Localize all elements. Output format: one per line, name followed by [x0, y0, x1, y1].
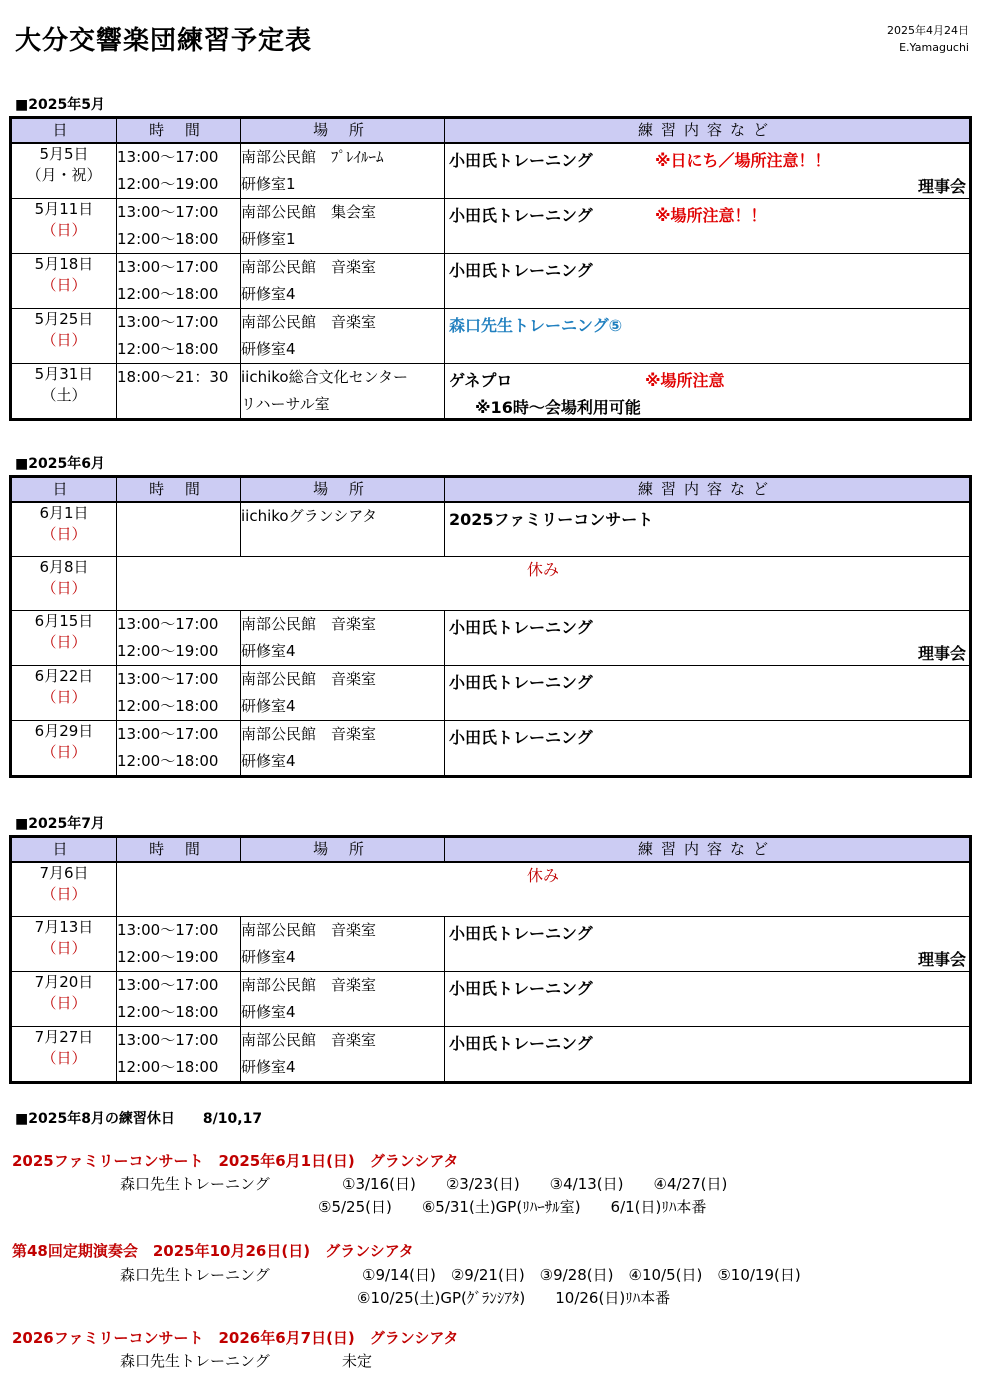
august-holidays: ■2025年8月の練習休日 8/10,17	[15, 1111, 263, 1127]
place-venue: 南部公民館 音楽室	[241, 670, 377, 688]
sub-note: ※16時～会場利用可能	[475, 398, 641, 417]
event-heading: 第48回定期演奏会 2025年10月26日(日) グランシアタ	[12, 1242, 414, 1260]
event-training-dates: 未定	[342, 1352, 373, 1370]
weekday-text: （土）	[41, 386, 87, 404]
event-training-label: 森口先生トレーニング	[120, 1266, 270, 1284]
practice-content: 小田氏トレーニング	[449, 1034, 593, 1053]
weekday-text: （日）	[41, 579, 87, 597]
place-venue: 南部公民館 ﾌﾟﾚｲﾙｰﾑ	[241, 148, 384, 166]
table-row	[11, 254, 971, 309]
board-meeting-label: 理事会	[917, 177, 966, 196]
time-slot: 12:00～18:00	[117, 752, 219, 770]
column-header-content: 練習内容など	[445, 837, 971, 863]
date-cell	[11, 1027, 117, 1083]
table-row	[11, 721, 971, 777]
place-room: 研修室4	[241, 1003, 296, 1021]
weekday-text: （日）	[41, 525, 87, 543]
table-row	[11, 143, 971, 199]
date-text: 5月18日	[34, 255, 94, 273]
event-block	[12, 1240, 414, 1261]
board-meeting-label: 理事会	[917, 950, 966, 969]
time-slot: 13:00～17:00	[117, 670, 219, 688]
date-cell	[11, 143, 117, 199]
content-cell	[445, 721, 971, 777]
event-block	[12, 1327, 458, 1348]
date-text: 6月22日	[34, 667, 94, 685]
time-slot: 18:00～21：30	[117, 368, 229, 386]
time-slot: 12:00～19:00	[117, 175, 219, 193]
time-slot: 12:00～19:00	[117, 948, 219, 966]
date-cell	[11, 972, 117, 1027]
document-date: 2025年4月24日	[887, 24, 969, 37]
section-label-june: ■2025年6月	[15, 456, 105, 472]
time-slot: 13:00～17:00	[117, 725, 219, 743]
table-row	[11, 199, 971, 254]
content-cell	[445, 199, 971, 254]
place-cell	[241, 972, 445, 1027]
place-venue: iichiko総合文化センター	[241, 368, 408, 386]
content-cell	[445, 1027, 971, 1083]
caution-note: ※場所注意！！	[655, 206, 767, 225]
column-header-content: 練習内容など	[445, 118, 971, 144]
place-room: 研修室1	[241, 175, 296, 193]
date-text: 6月8日	[39, 558, 89, 576]
event-heading: 2026ファミリーコンサート 2026年6月7日(日) グランシアタ	[12, 1329, 459, 1347]
practice-content: 小田氏トレーニング	[449, 261, 593, 280]
place-venue: 南部公民館 集会室	[241, 203, 377, 221]
document-meta	[887, 22, 969, 56]
time-slot: 12:00～18:00	[117, 340, 219, 358]
weekday-text: （日）	[41, 743, 87, 761]
table-row	[11, 972, 971, 1027]
place-venue: iichikoグランシアタ	[241, 507, 378, 525]
table-row	[11, 917, 971, 972]
section-label-may: ■2025年5月	[15, 97, 105, 113]
time-slot: 12:00～18:00	[117, 697, 219, 715]
time-cell	[117, 199, 241, 254]
date-text: 7月13日	[34, 918, 94, 936]
content-cell	[445, 666, 971, 721]
table-row	[11, 364, 971, 420]
time-slot: 12:00～18:00	[117, 230, 219, 248]
time-slot: 12:00～18:00	[117, 1003, 219, 1021]
place-venue: 南部公民館 音楽室	[241, 725, 377, 743]
table-row	[11, 502, 971, 557]
time-cell	[117, 917, 241, 972]
content-cell	[445, 611, 971, 666]
practice-content: 小田氏トレーニング	[449, 618, 593, 637]
date-cell	[11, 721, 117, 777]
place-cell	[241, 364, 445, 420]
column-header-place: 場 所	[241, 837, 445, 863]
page-title: 大分交響楽団練習予定表	[15, 26, 313, 56]
time-slot: 13:00～17:00	[117, 976, 219, 994]
practice-content: 小田氏トレーニング	[449, 728, 593, 747]
date-cell	[11, 502, 117, 557]
practice-content: 小田氏トレーニング	[449, 979, 593, 998]
time-slot: 13:00～17:00	[117, 1031, 219, 1049]
column-header-date: 日	[11, 837, 117, 863]
content-cell	[445, 502, 971, 557]
event-training-dates: ①3/16(日) ②3/23(日) ③4/13(日) ④4/27(日)	[342, 1175, 728, 1193]
weekday-text: （日）	[41, 1049, 87, 1067]
date-text: 7月20日	[34, 973, 94, 991]
place-venue: 南部公民館 音楽室	[241, 1031, 377, 1049]
time-cell	[117, 1027, 241, 1083]
table-row	[11, 557, 971, 611]
time-cell	[117, 502, 241, 557]
caution-note: ※場所注意	[645, 371, 725, 390]
weekday-text: （月・祝）	[26, 166, 102, 184]
place-cell	[241, 721, 445, 777]
table-row	[11, 862, 971, 917]
document-author: E.Yamaguchi	[899, 41, 969, 54]
date-cell	[11, 666, 117, 721]
date-cell	[11, 557, 117, 611]
content-cell	[445, 254, 971, 309]
place-cell	[241, 309, 445, 364]
date-cell	[11, 254, 117, 309]
weekday-text: （日）	[41, 221, 87, 239]
practice-content: 小田氏トレーニング	[449, 206, 593, 225]
column-header-time: 時 間	[117, 118, 241, 144]
practice-content: 2025ファミリーコンサート	[449, 510, 654, 529]
content-cell	[445, 917, 971, 972]
time-slot: 13:00～17:00	[117, 203, 219, 221]
column-header-date: 日	[11, 118, 117, 144]
time-cell	[117, 143, 241, 199]
weekday-text: （日）	[41, 276, 87, 294]
practice-content: ゲネプロ	[449, 371, 513, 390]
place-cell	[241, 1027, 445, 1083]
content-cell	[445, 309, 971, 364]
time-slot: 12:00～18:00	[117, 285, 219, 303]
place-room: 研修室4	[241, 1058, 296, 1076]
date-text: 5月5日	[39, 145, 89, 163]
place-venue: 南部公民館 音楽室	[241, 258, 377, 276]
column-header-place: 場 所	[241, 477, 445, 503]
place-cell	[241, 611, 445, 666]
time-slot: 12:00～19:00	[117, 642, 219, 660]
board-meeting-label: 理事会	[917, 644, 966, 663]
place-room: 研修室4	[241, 285, 296, 303]
place-venue: 南部公民館 音楽室	[241, 313, 377, 331]
place-room: リハーサル室	[241, 395, 330, 413]
date-cell	[11, 611, 117, 666]
table-row	[11, 611, 971, 666]
schedule-table-july	[9, 835, 972, 1084]
date-text: 5月31日	[34, 365, 94, 383]
content-cell	[445, 972, 971, 1027]
event-heading: 2025ファミリーコンサート 2025年6月1日(日) グランシアタ	[12, 1152, 459, 1170]
place-venue: 南部公民館 音楽室	[241, 976, 377, 994]
column-header-place: 場 所	[241, 118, 445, 144]
event-block	[12, 1150, 458, 1171]
place-room: 研修室4	[241, 752, 296, 770]
content-cell	[445, 143, 971, 199]
place-cell	[241, 917, 445, 972]
place-room: 研修室4	[241, 697, 296, 715]
place-cell	[241, 502, 445, 557]
table-header-row	[11, 837, 971, 863]
weekday-text: （日）	[41, 885, 87, 903]
time-cell	[117, 254, 241, 309]
event-training-label: 森口先生トレーニング	[120, 1175, 270, 1193]
schedule-table-june	[9, 475, 972, 778]
place-room: 研修室1	[241, 230, 296, 248]
weekday-text: （日）	[41, 994, 87, 1012]
date-text: 5月11日	[34, 200, 94, 218]
column-header-date: 日	[11, 477, 117, 503]
table-row	[11, 1027, 971, 1083]
schedule-table-may	[9, 116, 972, 421]
place-room: 研修室4	[241, 642, 296, 660]
time-slot: 13:00～17:00	[117, 313, 219, 331]
caution-note: ※日にち／場所注意！！	[655, 151, 831, 170]
place-venue: 南部公民館 音楽室	[241, 615, 377, 633]
table-header-row	[11, 477, 971, 503]
column-header-time: 時 間	[117, 837, 241, 863]
time-cell	[117, 721, 241, 777]
place-room: 研修室4	[241, 340, 296, 358]
weekday-text: （日）	[41, 633, 87, 651]
table-row	[11, 666, 971, 721]
event-training-dates: ⑤5/25(日) ⑥5/31(土)GP(ﾘﾊｰｻﾙ室) 6/1(日)ﾘﾊ本番	[318, 1198, 707, 1216]
time-slot: 13:00～17:00	[117, 615, 219, 633]
event-training-dates: ⑥10/25(土)GP(ｸﾞﾗﾝｼｱﾀ) 10/26(日)ﾘﾊ本番	[357, 1289, 671, 1307]
event-training-label: 森口先生トレーニング	[120, 1352, 270, 1370]
time-cell	[117, 364, 241, 420]
place-venue: 南部公民館 音楽室	[241, 921, 377, 939]
date-cell	[11, 364, 117, 420]
column-header-content: 練習内容など	[445, 477, 971, 503]
rest-cell: 休み	[117, 557, 971, 611]
time-slot: 13:00～17:00	[117, 921, 219, 939]
date-text: 6月15日	[34, 612, 94, 630]
date-text: 6月29日	[34, 722, 94, 740]
place-cell	[241, 254, 445, 309]
practice-content: 小田氏トレーニング	[449, 673, 593, 692]
place-cell	[241, 666, 445, 721]
date-text: 7月6日	[39, 864, 89, 882]
time-slot: 13:00～17:00	[117, 258, 219, 276]
date-cell	[11, 199, 117, 254]
weekday-text: （日）	[41, 331, 87, 349]
time-slot: 12:00～18:00	[117, 1058, 219, 1076]
date-text: 7月27日	[34, 1028, 94, 1046]
rest-cell: 休み	[117, 862, 971, 917]
place-cell	[241, 199, 445, 254]
column-header-time: 時 間	[117, 477, 241, 503]
weekday-text: （日）	[41, 939, 87, 957]
practice-content: 小田氏トレーニング	[449, 151, 593, 170]
practice-content: 森口先生トレーニング⑤	[449, 316, 623, 335]
time-cell	[117, 666, 241, 721]
time-cell	[117, 972, 241, 1027]
weekday-text: （日）	[41, 688, 87, 706]
date-cell	[11, 309, 117, 364]
event-training-dates: ①9/14(日) ②9/21(日) ③9/28(日) ④10/5(日) ⑤10/19(日)	[362, 1266, 801, 1284]
time-cell	[117, 309, 241, 364]
section-label-july: ■2025年7月	[15, 816, 105, 832]
date-text: 5月25日	[34, 310, 94, 328]
time-cell	[117, 611, 241, 666]
place-cell	[241, 143, 445, 199]
place-room: 研修室4	[241, 948, 296, 966]
date-cell	[11, 917, 117, 972]
date-text: 6月1日	[39, 504, 89, 522]
time-slot: 13:00～17:00	[117, 148, 219, 166]
practice-content: 小田氏トレーニング	[449, 924, 593, 943]
date-cell	[11, 862, 117, 917]
table-header-row	[11, 118, 971, 144]
content-cell	[445, 364, 971, 420]
table-row	[11, 309, 971, 364]
